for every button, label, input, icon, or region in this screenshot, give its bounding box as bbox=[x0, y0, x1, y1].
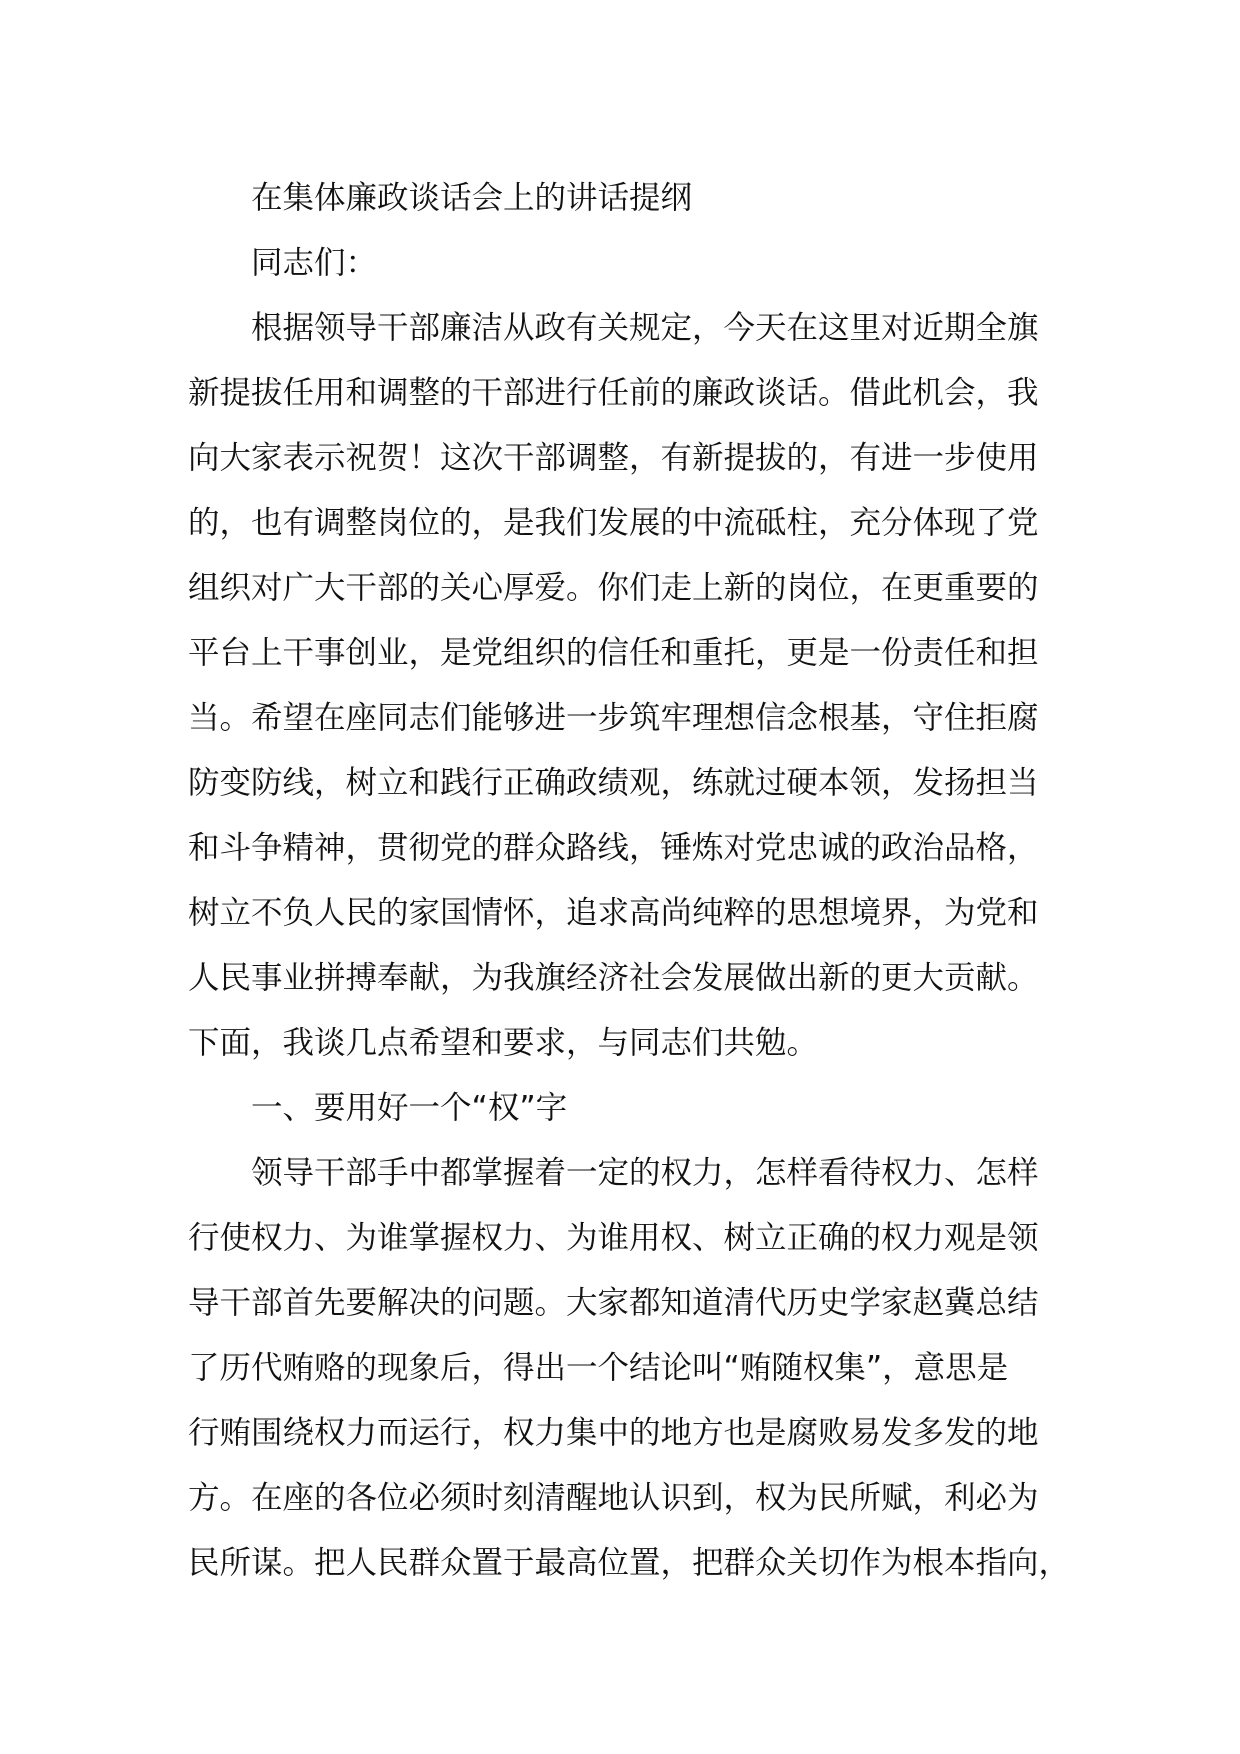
paragraph-1 bbox=[188, 296, 1060, 1076]
paragraph-line: 向大家表示祝贺！这次干部调整，有新提拔的，有进一步使用 bbox=[188, 440, 1039, 476]
paragraph-line: 民所谋。把人民群众置于最高位置，把群众关切作为根本指向， bbox=[188, 1545, 1071, 1581]
paragraph-line: 导干部首先要解决的问题。大家都知道清代历史学家赵冀总结 bbox=[188, 1285, 1039, 1321]
paragraph-line: 领导干部手中都掌握着一定的权力，怎样看待权力、怎样 bbox=[251, 1155, 1039, 1191]
section-1-heading bbox=[188, 1076, 1060, 1141]
paragraph-line: 防变防线，树立和践行正确政绩观，练就过硬本领，发扬担当 bbox=[188, 765, 1039, 801]
paragraph-line: 行使权力、为谁掌握权力、为谁用权、树立正确的权力观是领 bbox=[188, 1220, 1039, 1256]
document-body bbox=[188, 166, 1071, 1596]
paragraph-line: 人民事业拼搏奉献，为我旗经济社会发展做出新的更大贡献。 bbox=[188, 960, 1039, 996]
salutation-line: 同志们： bbox=[251, 245, 378, 281]
salutation bbox=[188, 231, 1060, 296]
paragraph-line: 新提拔任用和调整的干部进行任前的廉政谈话。借此机会，我 bbox=[188, 375, 1039, 411]
paragraph-line: 行贿围绕权力而运行，权力集中的地方也是腐败易发多发的地 bbox=[188, 1415, 1039, 1451]
paragraph-line: 树立不负人民的家国情怀，追求高尚纯粹的思想境界，为党和 bbox=[188, 895, 1039, 931]
paragraph-line: 根据领导干部廉洁从政有关规定，今天在这里对近期全旗 bbox=[251, 310, 1039, 346]
paragraph-line: 当。希望在座同志们能够进一步筑牢理想信念根基，守住拒腐 bbox=[188, 700, 1039, 736]
paragraph-line: 组织对广大干部的关心厚爱。你们走上新的岗位，在更重要的 bbox=[188, 570, 1039, 606]
section-heading-line: 一、要用好一个“权”字 bbox=[251, 1090, 568, 1126]
paragraph-line: 了历代贿赂的现象后，得出一个结论叫“贿随权集”，意思是 bbox=[188, 1350, 1009, 1386]
paragraph-line: 平台上干事创业，是党组织的信任和重托，更是一份责任和担 bbox=[188, 635, 1039, 671]
paragraph-line: 的，也有调整岗位的，是我们发展的中流砥柱，充分体现了党 bbox=[188, 505, 1039, 541]
title-line: 在集体廉政谈话会上的讲话提纲 bbox=[251, 180, 693, 216]
paragraph-line: 和斗争精神，贯彻党的群众路线，锤炼对党忠诚的政治品格， bbox=[188, 830, 1039, 866]
paragraph-line: 下面，我谈几点希望和要求，与同志们共勉。 bbox=[188, 1025, 819, 1061]
paragraph-line: 方。在座的各位必须时刻清醒地认识到，权为民所赋，利必为 bbox=[188, 1480, 1039, 1516]
document-title bbox=[188, 166, 1060, 231]
paragraph-2 bbox=[188, 1141, 1071, 1596]
